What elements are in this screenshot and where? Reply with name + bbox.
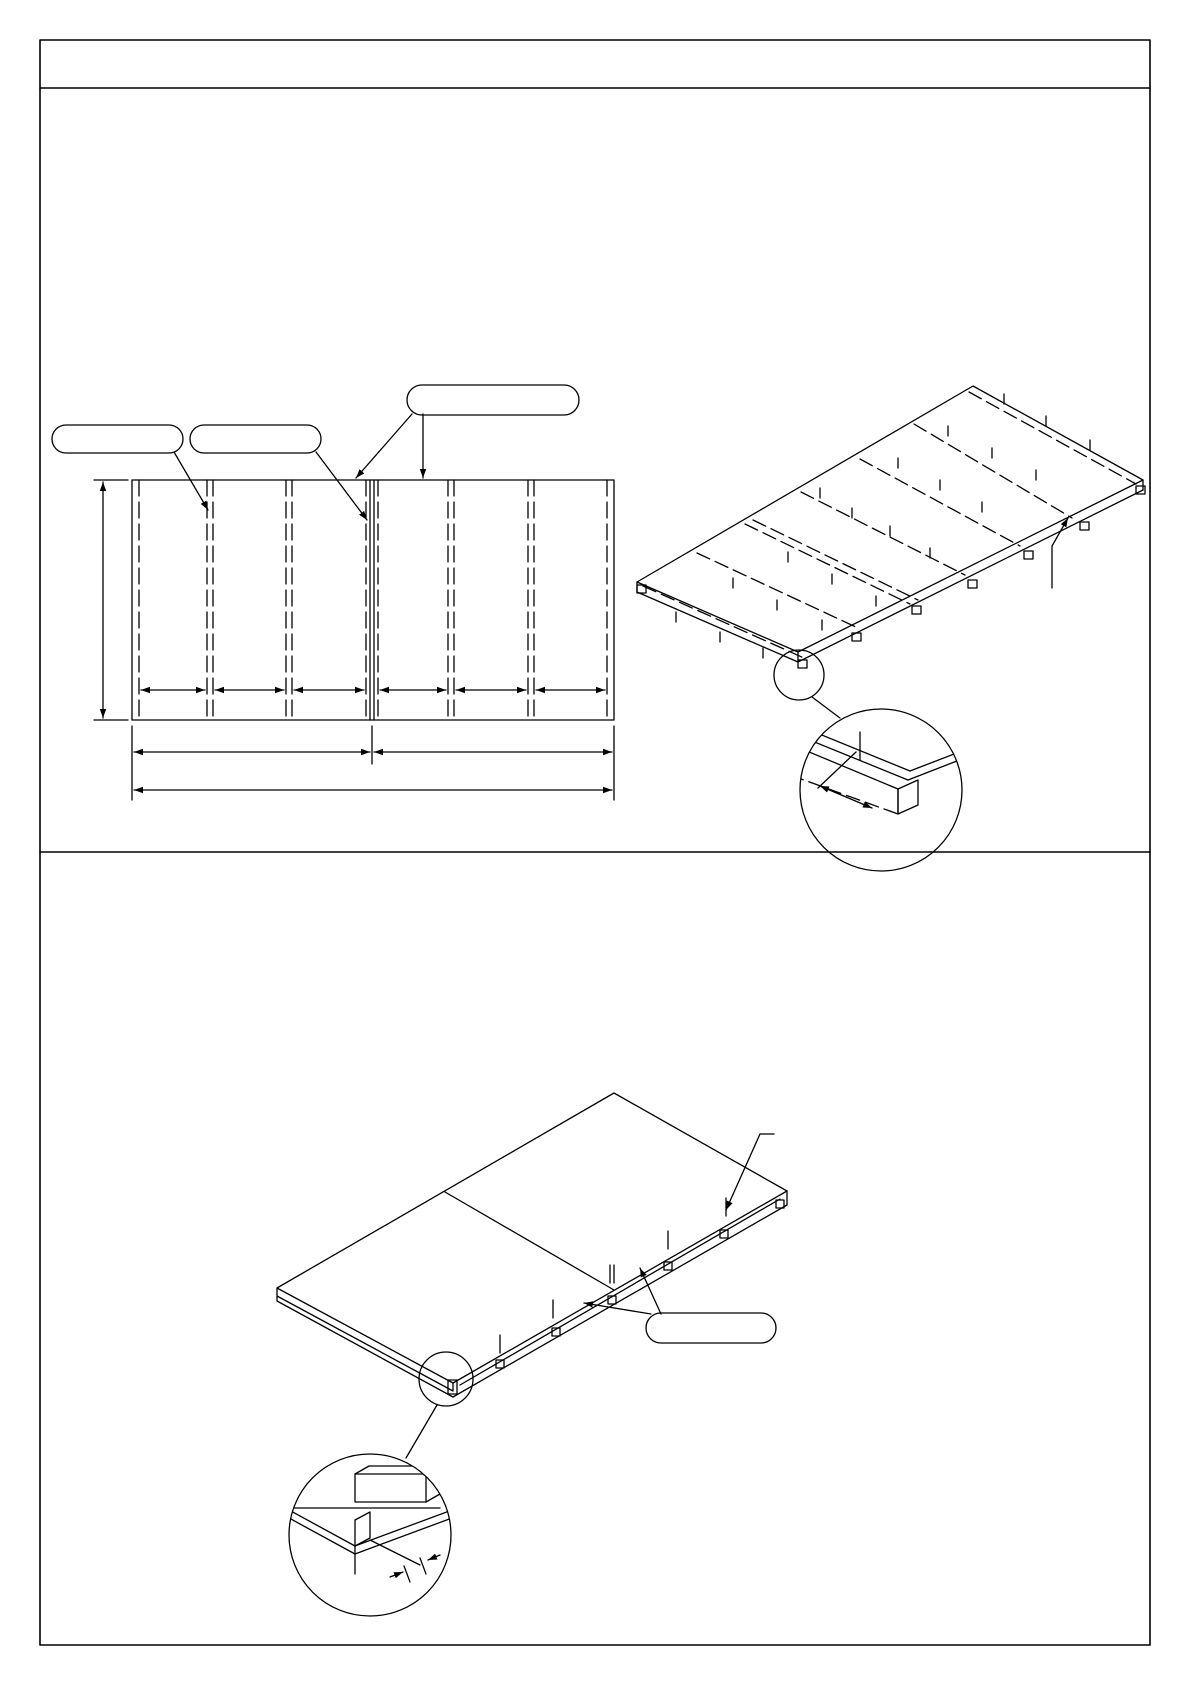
plan-view — [52, 385, 614, 800]
iso-panel-leader — [726, 1134, 774, 1210]
iso-frame-view — [637, 386, 1145, 718]
iso-screw-marks — [676, 394, 1090, 658]
iso-panel-callout — [646, 1313, 776, 1343]
plan-outline — [132, 480, 614, 720]
sheet-frame — [40, 40, 1150, 1645]
iso-panel-blocks — [448, 1200, 784, 1394]
iso-frame-detail-marker — [774, 650, 824, 700]
joist-lines — [139, 480, 607, 720]
iso-joists — [643, 392, 1136, 658]
iso-panel-view — [277, 1093, 787, 1458]
callout-middle — [190, 425, 367, 520]
callout-left — [52, 425, 208, 510]
iso-panel-rail — [453, 1191, 787, 1397]
length-dimensions — [132, 726, 614, 800]
height-dimension — [94, 480, 128, 720]
iso-panel-top — [277, 1093, 787, 1383]
iso-joist-ends — [637, 486, 1145, 668]
callout-top — [356, 385, 579, 478]
iso-panel-screw-marks — [500, 1198, 726, 1353]
iso-frame-detail — [790, 709, 980, 871]
iso-panel-detail — [289, 1454, 452, 1616]
iso-panel-seam — [445, 1192, 614, 1290]
